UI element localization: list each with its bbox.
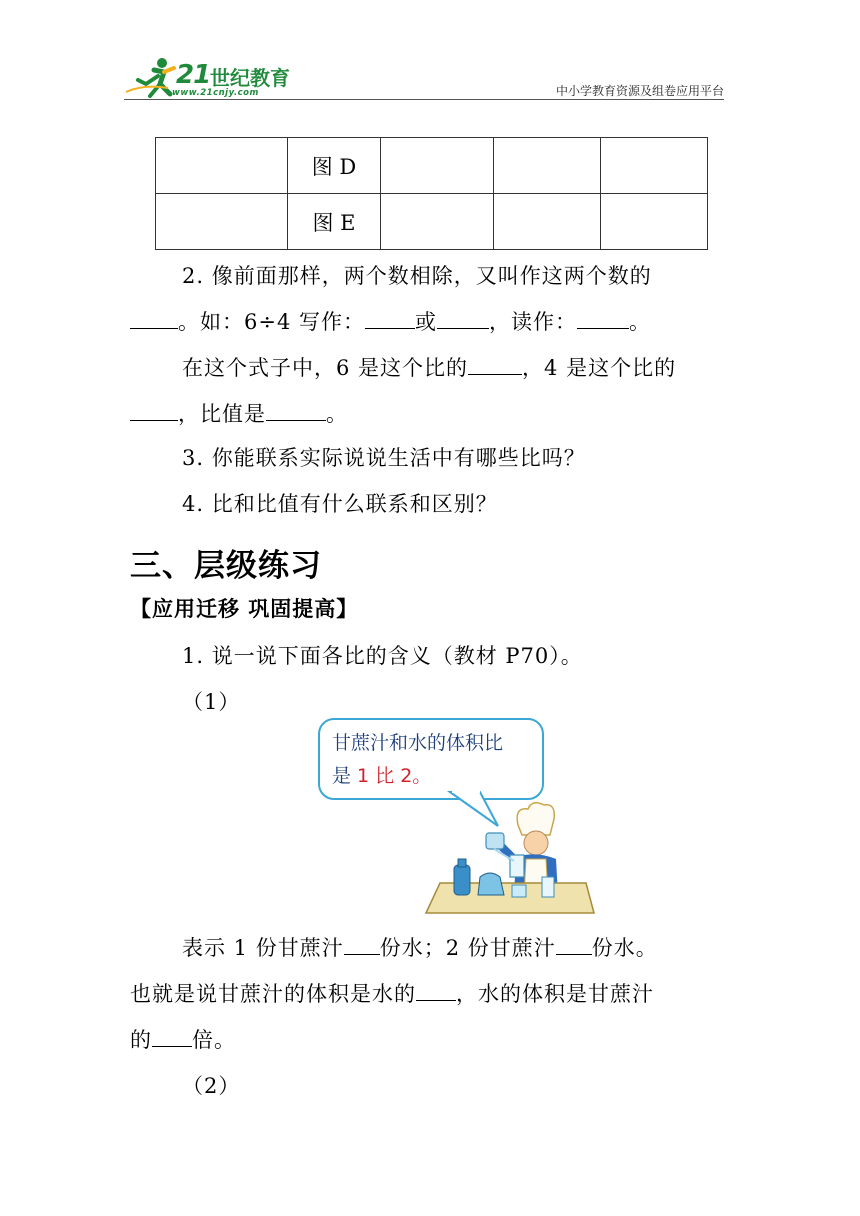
q2-text: 。 (326, 402, 348, 426)
table-cell (381, 194, 494, 250)
answer-blank[interactable] (416, 982, 456, 1001)
header-platform-text: 中小学教育资源及组卷应用平台 (555, 84, 724, 98)
table-cell (381, 138, 494, 194)
table-cell (494, 194, 601, 250)
q2-text: ，读作： (489, 310, 577, 334)
table-cell (601, 138, 708, 194)
answer-blank[interactable] (130, 402, 178, 421)
answer-blank[interactable] (365, 310, 415, 329)
exercise-text: 的 (130, 1028, 152, 1052)
table-cell (494, 138, 601, 194)
logo-url: www.21cnjy.com (172, 88, 259, 98)
answer-blank[interactable] (130, 310, 178, 329)
q2-text: 在这个式子中，6 是这个比的 (182, 356, 469, 380)
header-divider (124, 99, 724, 100)
q2-line4 (130, 398, 348, 428)
answer-blank[interactable] (344, 936, 380, 955)
answer-blank[interactable] (468, 356, 522, 375)
exercise1-part2: （2） (182, 1074, 241, 1098)
answer-blank[interactable] (556, 936, 592, 955)
q2-line2 (130, 306, 651, 336)
q2-text: 或 (415, 310, 437, 334)
q2-text: 。如：6÷4 写作： (178, 310, 365, 334)
answer-blank[interactable] (152, 1028, 192, 1047)
logo-number: 21 (176, 60, 211, 90)
speech-bubble-text (332, 727, 542, 793)
exercise1-part1: （1） (182, 690, 241, 714)
table-row (156, 194, 708, 250)
exercise-text: ，水的体积是甘蔗汁 (456, 982, 654, 1006)
figure-table (155, 137, 708, 250)
exercise-text: 表示 1 份甘蔗汁 (182, 936, 344, 960)
exercise-text: 也就是说甘蔗汁的体积是水的 (130, 982, 416, 1006)
q2-text: ，比值是 (178, 402, 266, 426)
q2-line3 (182, 352, 676, 382)
q2-line1: 2. 像前面那样，两个数相除，又叫作这两个数的 (182, 264, 652, 288)
answer-blank[interactable] (577, 310, 629, 329)
exercise1-sentence2 (130, 978, 654, 1008)
q3: 3. 你能联系实际说说生活中有哪些比吗？ (182, 446, 586, 470)
q4: 4. 比和比值有什么联系和区别？ (182, 492, 498, 516)
q2-text: ，4 是这个比的 (522, 356, 677, 380)
bubble-ratio-text: 1 比 2。 (357, 765, 432, 787)
section-title: 三、层级练习 (130, 548, 322, 584)
table-cell-label: 图 D (288, 138, 381, 194)
table-cell-label: 图 E (288, 194, 381, 250)
exercise1-sentence3 (130, 1024, 236, 1054)
chef-pouring-illustration (418, 795, 598, 920)
table-cell (156, 138, 288, 194)
answer-blank[interactable] (266, 402, 326, 421)
exercise-text: 倍。 (192, 1028, 236, 1052)
bubble-line (332, 760, 542, 793)
table-row (156, 138, 708, 194)
subsection-title: 【应用迁移 巩固提高】 (130, 597, 359, 621)
bubble-text-part: 是 (332, 765, 358, 787)
logo-text: 世纪教育 (210, 66, 290, 90)
q2-text: 。 (629, 310, 651, 334)
table-cell (601, 194, 708, 250)
exercise-text: 份水；2 份甘蔗汁 (379, 936, 556, 960)
exercise-text: 份水。 (591, 936, 658, 960)
bubble-line: 甘蔗汁和水的体积比 (332, 732, 504, 754)
answer-blank[interactable] (437, 310, 489, 329)
table-cell (156, 194, 288, 250)
exercise1-sentence1 (182, 932, 658, 962)
exercise1-title: 1. 说一说下面各比的含义（教材 P70）。 (182, 644, 583, 668)
